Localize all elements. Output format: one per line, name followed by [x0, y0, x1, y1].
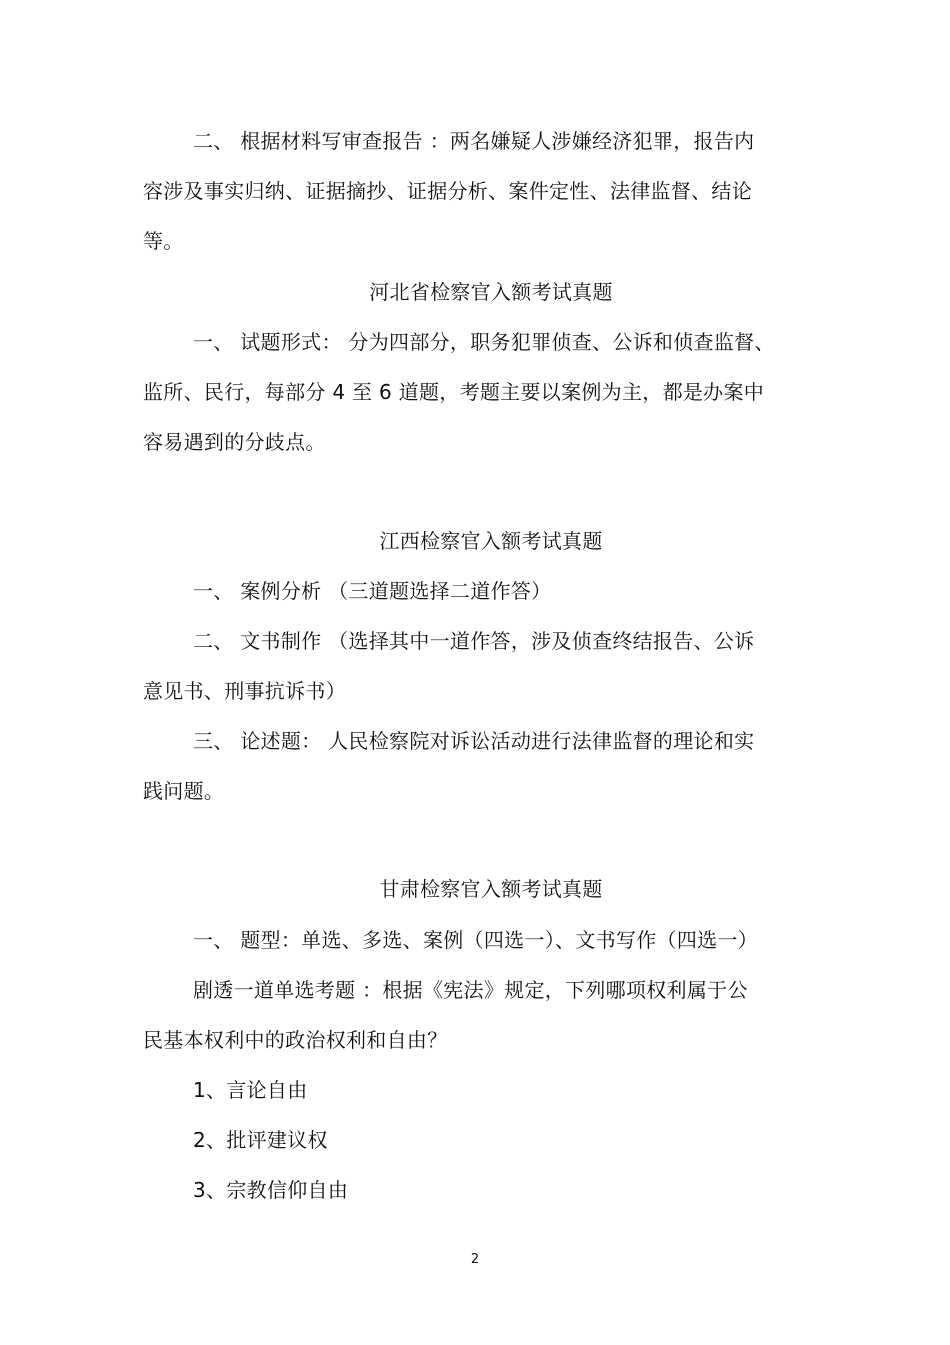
paragraph-line: 等。	[143, 229, 184, 253]
section-heading: 甘肃检察官入额考试真题	[379, 877, 603, 901]
paragraph-line: 监所、民行，每部分 4 至 6 道题，考题主要以案例为主，都是办案中	[143, 380, 765, 404]
paragraph-line: 一、 案例分析 （三道题选择二道作答）	[193, 579, 552, 603]
paragraph-line: 二、 根据材料写审查报告 ：两名嫌疑人涉嫌经济犯罪，报告内	[193, 129, 755, 153]
paragraph-line: 二、 文书制作 （选择其中一道作答，涉及侦查终结报告、公诉	[193, 629, 755, 653]
section-heading: 河北省检察官入额考试真题	[369, 280, 613, 304]
list-item: 2、批评建议权	[193, 1128, 328, 1152]
page-number: 2	[470, 1252, 480, 1267]
paragraph-line: 三、 论述题： 人民检察院对诉讼活动进行法律监督的理论和实	[193, 729, 755, 753]
paragraph-line: 容涉及事实归纳、证据摘抄、证据分析、案件定性、法律监督、结论	[143, 179, 752, 203]
paragraph-line: 一、 试题形式： 分为四部分，职务犯罪侦查、公诉和侦查监督、	[193, 330, 775, 354]
paragraph-line: 一、 题型：单选、多选、案例（四选一）、文书写作（四选一）	[193, 928, 759, 952]
paragraph-line: 意见书、刑事抗诉书）	[143, 679, 346, 703]
list-item: 3、宗教信仰自由	[193, 1178, 349, 1202]
paragraph-line: 容易遇到的分歧点。	[143, 430, 326, 454]
paragraph-line: 践问题。	[143, 779, 225, 803]
paragraph-line: 剧透一道单选考题 ：根据《宪法》规定，下列哪项权利属于公	[193, 978, 748, 1002]
list-item: 1、言论自由	[193, 1078, 308, 1102]
section-heading: 江西检察官入额考试真题	[379, 529, 603, 553]
paragraph-line: 民基本权利中的政治权利和自由？	[143, 1028, 448, 1052]
